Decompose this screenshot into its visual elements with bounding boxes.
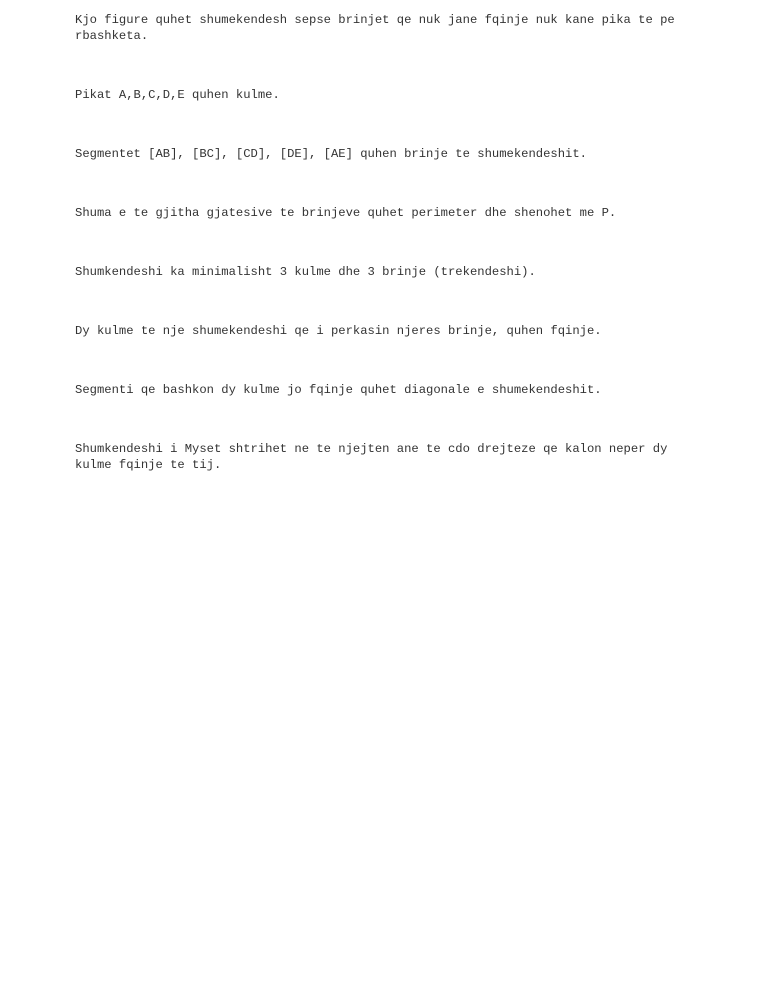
paragraph-vertices: Pikat A,B,C,D,E quhen kulme. [75, 88, 280, 102]
paragraph-minimum-vertices: Shumkendeshi ka minimalisht 3 kulme dhe 3 brinje (trekendeshi). [75, 265, 536, 279]
paragraph-perimeter: Shuma e te gjitha gjatesive te brinjeve quhet perimeter dhe shenohet me P. [75, 206, 617, 220]
paragraph-sides: Segmentet [AB], [BC], [CD], [DE], [AE] quhen brinje te shumekendeshit. [75, 147, 587, 161]
paragraph-spacer [75, 280, 675, 323]
paragraph-spacer [75, 221, 675, 264]
paragraph-spacer [75, 339, 675, 382]
paragraph-spacer [75, 398, 675, 441]
paragraph-spacer [75, 103, 675, 146]
paragraph-diagonal: Segmenti qe bashkon dy kulme jo fqinje quhet diagonale e shumekendeshit. [75, 383, 602, 397]
paragraph-spacer [75, 162, 675, 205]
paragraph-spacer [75, 44, 675, 87]
paragraph-convex-polygon: Shumkendeshi i Myset shtrihet ne te njejten ane te cdo drejteze qe kalon neper dy kulme fqinje te tij. [75, 442, 675, 472]
paragraph-polygon-definition: Kjo figure quhet shumekendesh sepse brinjet qe nuk jane fqinje nuk kane pika te perbashketa. [75, 13, 675, 43]
document-page [75, 12, 675, 473]
paragraph-adjacent-vertices: Dy kulme te nje shumekendeshi qe i perkasin njeres brinje, quhen fqinje. [75, 324, 602, 338]
